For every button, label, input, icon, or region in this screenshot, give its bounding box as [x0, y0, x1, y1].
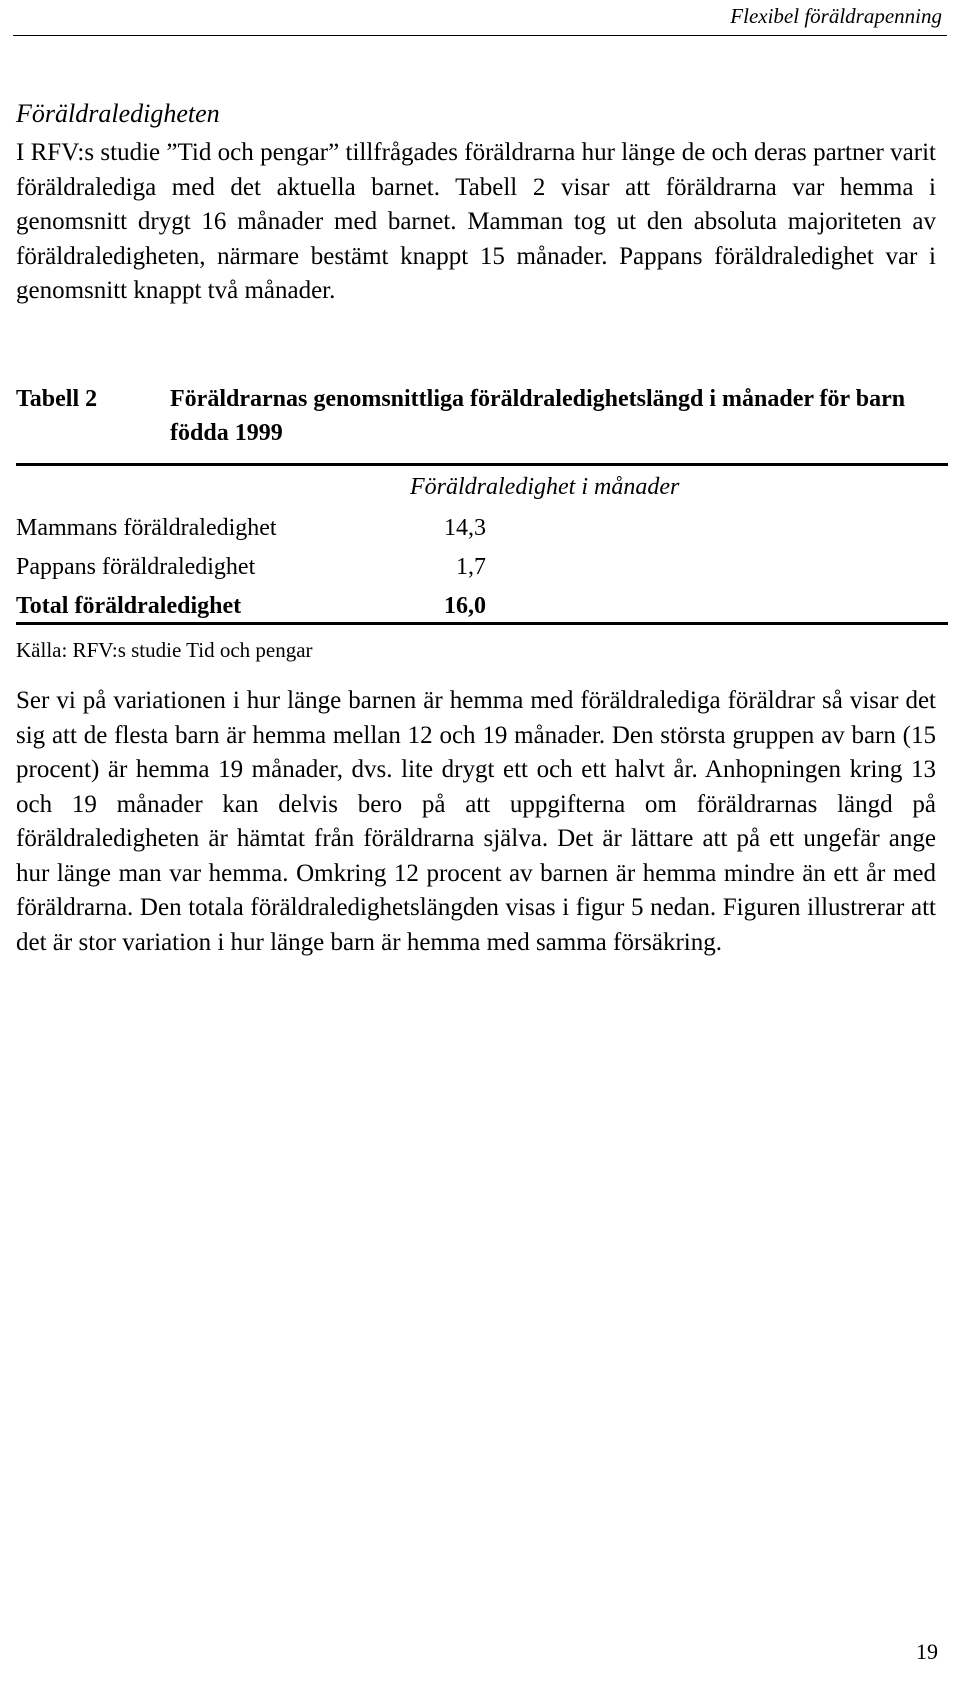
table-row-label: Pappans föräldraledighet — [16, 554, 256, 580]
table-column-header: Föräldraledighet i månader — [410, 474, 680, 500]
table-label: Tabell 2 — [16, 386, 98, 412]
section-heading: Föräldraledigheten — [16, 99, 220, 128]
variation-paragraph: Ser vi på variationen i hur länge barnen är hemma med föräldralediga föräldrar så visar det sig att de flesta barn är hemma mellan 12 och 19 månader. Den största gruppen av barn (15 procent) är hemma 19 månader, dvs. lite drygt ett och ett halvt år. Anhopningen kring 13 och 19 månader kan delvis bero på att uppgifterna om föräldrarnas längd på föräldraledigheten är hämtat från föräldrarna själva. Det är lättare att på ett ungefär ange hur länge man var hemma. Omkring 12 procent av barnen är hemma mindre än ett år med föräldrarna. Den totala föräldraledighetslängden visas i figur 5 nedan. Figuren illustrerar att det är stor variation i hur länge barn är hemma med samma försäkring. — [16, 687, 936, 956]
table-row-total — [16, 588, 486, 624]
table-source: Källa: RFV:s studie Tid och pengar — [16, 638, 313, 662]
table-row-value: 16,0 — [444, 593, 486, 619]
table-row-label: Mammans föräldraledighet — [16, 515, 277, 541]
intro-paragraph: I RFV:s studie ”Tid och pengar” tillfrågades föräldrarna hur länge de och deras partner varit föräldralediga med det aktuella barnet. Tabell 2 visar att föräldrarna var hemma i genomsnitt drygt 16 månader med barnet. Mamman tog ut den absoluta majoriteten av föräldraledigheten, närmare bestämt knappt 15 månader. Pappans föräldraledighet var i genomsnitt knappt två månader. — [16, 139, 936, 304]
table-row-label: Total föräldraledighet — [16, 593, 242, 619]
table-row-value: 1,7 — [456, 554, 486, 580]
page-number: 19 — [916, 1639, 938, 1664]
table-top-rule — [16, 463, 948, 466]
table-row-value: 14,3 — [444, 515, 486, 541]
header-rule — [13, 35, 947, 36]
table-row — [16, 549, 486, 585]
table-row — [16, 510, 486, 546]
table-bottom-rule — [16, 622, 948, 625]
table-title: Föräldrarnas genomsnittliga föräldraledighetslängd i månader för barn födda 1999 — [170, 386, 906, 446]
running-header: Flexibel föräldrapenning — [730, 4, 942, 28]
